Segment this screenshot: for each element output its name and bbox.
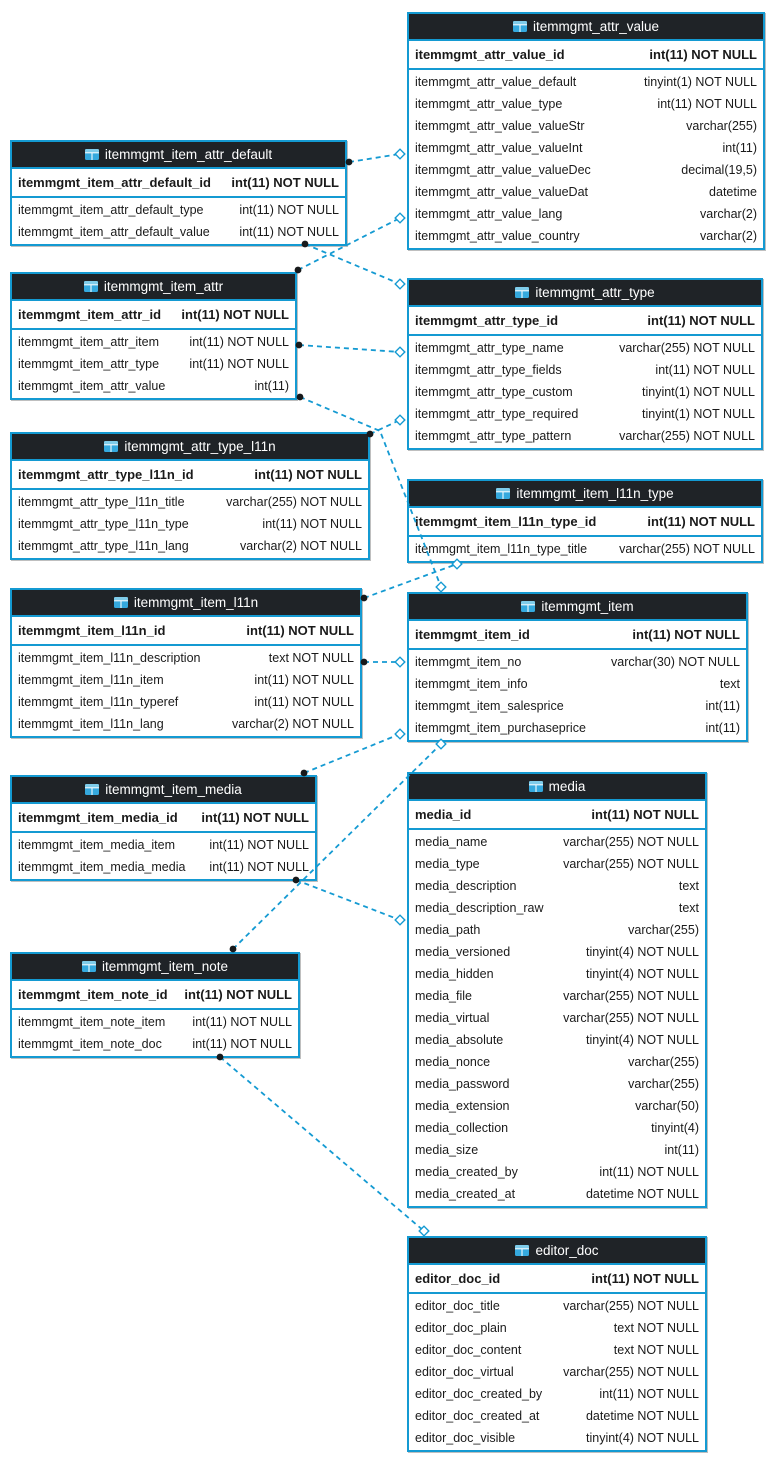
table-grid-icon xyxy=(82,961,96,972)
field-type: tinyint(4) NOT NULL xyxy=(586,1431,699,1445)
table-title: itemmgmt_item_l11n xyxy=(133,595,259,610)
field-row xyxy=(409,853,705,875)
field-list xyxy=(12,490,368,558)
table-icon xyxy=(521,601,535,612)
primary-key-row xyxy=(12,301,295,330)
primary-key-type: int(11) NOT NULL xyxy=(591,1271,699,1286)
field-type: tinyint(4) NOT NULL xyxy=(586,945,699,959)
primary-key-name: itemmgmt_attr_type_l11n_id xyxy=(18,467,194,482)
field-row xyxy=(409,1295,705,1317)
field-row xyxy=(409,115,763,137)
field-name: itemmgmt_attr_value_lang xyxy=(415,207,563,221)
table-itemmgmt_attr_type[interactable] xyxy=(407,278,763,450)
relationship-itemmgmt_item_media_item-to-itemmgmt_item[interactable] xyxy=(304,734,400,773)
field-type: text NOT NULL xyxy=(613,1321,699,1335)
field-row xyxy=(409,1427,705,1449)
field-list xyxy=(12,330,295,398)
field-row xyxy=(409,1029,705,1051)
field-row xyxy=(409,1095,705,1117)
field-name: itemmgmt_item_attr_item xyxy=(18,335,160,349)
field-row xyxy=(409,1139,705,1161)
field-name: itemmgmt_item_salesprice xyxy=(415,699,564,713)
field-list xyxy=(12,646,360,736)
field-name: itemmgmt_attr_type_custom xyxy=(415,385,573,399)
field-type: varchar(255) NOT NULL xyxy=(563,1011,699,1025)
primary-key-row xyxy=(12,981,298,1010)
field-row xyxy=(409,203,763,225)
field-type: int(11) NOT NULL xyxy=(192,1037,292,1051)
table-icon xyxy=(496,488,510,499)
field-row xyxy=(12,647,360,669)
field-type: int(11) NOT NULL xyxy=(254,695,354,709)
table-header[interactable] xyxy=(409,774,705,801)
field-row xyxy=(409,425,761,447)
table-grid-icon xyxy=(529,781,543,792)
table-grid-icon xyxy=(515,287,529,298)
table-title: itemmgmt_item_note xyxy=(101,959,229,974)
table-grid-icon xyxy=(84,281,98,292)
primary-key-type: int(11) NOT NULL xyxy=(647,313,755,328)
field-type: varchar(2) NOT NULL xyxy=(239,539,362,553)
field-name: itemmgmt_item_l11n_type_title xyxy=(415,542,588,556)
primary-key-name: itemmgmt_item_l11n_type_id xyxy=(415,514,597,529)
field-row xyxy=(409,919,705,941)
table-grid-icon xyxy=(85,149,99,160)
field-type: int(11) xyxy=(705,699,740,713)
field-row xyxy=(409,963,705,985)
table-header[interactable] xyxy=(12,434,368,461)
field-type: varchar(255) xyxy=(628,1077,699,1091)
table-icon xyxy=(513,21,527,32)
field-type: datetime NOT NULL xyxy=(585,1187,699,1201)
field-row xyxy=(409,181,763,203)
field-row xyxy=(409,1161,705,1183)
field-name: editor_doc_created_at xyxy=(415,1409,540,1423)
field-name: itemmgmt_attr_type_name xyxy=(415,341,564,355)
field-type: text xyxy=(719,677,740,691)
field-row xyxy=(12,834,315,856)
table-title: itemmgmt_attr_type_l11n xyxy=(124,439,276,454)
field-row xyxy=(409,71,763,93)
field-list xyxy=(409,830,705,1206)
table-grid-icon xyxy=(114,597,128,608)
field-name: media_password xyxy=(415,1077,510,1091)
field-name: itemmgmt_attr_value_type xyxy=(415,97,563,111)
field-row xyxy=(409,1073,705,1095)
field-type: decimal(19,5) xyxy=(681,163,757,177)
relationship-diamond xyxy=(395,415,405,425)
table-icon xyxy=(85,784,99,795)
field-list xyxy=(409,70,763,248)
field-name: itemmgmt_item_media_item xyxy=(18,838,175,852)
field-type: int(11) NOT NULL xyxy=(189,335,289,349)
table-icon xyxy=(104,441,118,452)
table-icon xyxy=(85,149,99,160)
field-name: itemmgmt_item_attr_value xyxy=(18,379,166,393)
table-itemmgmt_item_attr[interactable] xyxy=(10,272,297,400)
table-itemmgmt_item_note[interactable] xyxy=(10,952,300,1058)
field-name: media_path xyxy=(415,923,481,937)
field-row xyxy=(12,199,345,221)
field-type: varchar(255) NOT NULL xyxy=(619,542,755,556)
field-type: varchar(255) NOT NULL xyxy=(563,1299,699,1313)
field-name: itemmgmt_item_note_item xyxy=(18,1015,166,1029)
field-type: varchar(255) NOT NULL xyxy=(563,1365,699,1379)
primary-key-type: int(11) NOT NULL xyxy=(231,175,339,190)
field-list xyxy=(409,537,761,561)
field-row xyxy=(409,1317,705,1339)
field-row xyxy=(409,875,705,897)
table-grid-icon xyxy=(513,21,527,32)
field-name: itemmgmt_attr_value_valueStr xyxy=(415,119,585,133)
field-row xyxy=(409,225,763,247)
field-type: datetime xyxy=(709,185,757,199)
field-name: itemmgmt_attr_value_valueDec xyxy=(415,163,591,177)
field-type: varchar(255) NOT NULL xyxy=(563,857,699,871)
field-row xyxy=(409,941,705,963)
field-name: media_type xyxy=(415,857,480,871)
field-row xyxy=(12,1011,298,1033)
table-header[interactable] xyxy=(12,274,295,301)
table-icon xyxy=(515,1245,529,1256)
field-type: int(11) xyxy=(705,721,740,735)
field-type: text NOT NULL xyxy=(268,651,354,665)
field-type: int(11) NOT NULL xyxy=(189,357,289,371)
field-row xyxy=(409,651,746,673)
field-name: media_hidden xyxy=(415,967,494,981)
table-header[interactable] xyxy=(12,954,298,981)
relationship-itemmgmt_attr_type_l11n_type-to-itemmgmt_attr_type[interactable] xyxy=(370,420,400,434)
table-title: media xyxy=(548,779,586,794)
field-name: itemmgmt_attr_type_l11n_type xyxy=(18,517,189,531)
table-itemmgmt_item_l11n[interactable] xyxy=(10,588,362,738)
field-type: text NOT NULL xyxy=(613,1343,699,1357)
primary-key-row xyxy=(409,621,746,650)
field-row xyxy=(409,359,761,381)
field-type: datetime NOT NULL xyxy=(585,1409,699,1423)
field-name: itemmgmt_attr_value_default xyxy=(415,75,577,89)
primary-key-row xyxy=(409,801,705,830)
field-row xyxy=(409,137,763,159)
field-type: int(11) NOT NULL xyxy=(599,1387,699,1401)
field-name: editor_doc_plain xyxy=(415,1321,507,1335)
field-row xyxy=(409,1361,705,1383)
field-type: int(11) NOT NULL xyxy=(599,1165,699,1179)
field-type: int(11) NOT NULL xyxy=(239,225,339,239)
table-icon xyxy=(529,781,543,792)
table-header[interactable] xyxy=(12,590,360,617)
field-row xyxy=(409,1007,705,1029)
field-row xyxy=(409,1339,705,1361)
table-title: itemmgmt_item_l11n_type xyxy=(516,486,674,501)
field-type: int(11) xyxy=(722,141,757,155)
field-type: int(11) NOT NULL xyxy=(262,517,362,531)
table-grid-icon xyxy=(496,488,510,499)
field-type: varchar(255) NOT NULL xyxy=(619,429,755,443)
field-type: int(11) NOT NULL xyxy=(254,673,354,687)
field-type: int(11) NOT NULL xyxy=(192,1015,292,1029)
field-name: media_name xyxy=(415,835,488,849)
primary-key-type: int(11) NOT NULL xyxy=(246,623,354,638)
table-icon xyxy=(515,287,529,298)
field-name: itemmgmt_item_l11n_description xyxy=(18,651,201,665)
field-row xyxy=(409,403,761,425)
table-grid-icon xyxy=(515,1245,529,1256)
field-name: itemmgmt_attr_type_l11n_title xyxy=(18,495,185,509)
field-name: itemmgmt_item_attr_default_type xyxy=(18,203,204,217)
field-name: media_virtual xyxy=(415,1011,490,1025)
field-name: editor_doc_visible xyxy=(415,1431,516,1445)
primary-key-name: itemmgmt_item_media_id xyxy=(18,810,178,825)
field-name: itemmgmt_attr_type_fields xyxy=(415,363,562,377)
primary-key-type: int(11) NOT NULL xyxy=(254,467,362,482)
primary-key-type: int(11) NOT NULL xyxy=(649,47,757,62)
field-type: tinyint(4) NOT NULL xyxy=(586,1033,699,1047)
field-list xyxy=(12,198,345,244)
primary-key-name: itemmgmt_item_id xyxy=(415,627,530,642)
field-row xyxy=(409,538,761,560)
field-list xyxy=(12,833,315,879)
field-type: int(11) xyxy=(254,379,289,393)
primary-key-row xyxy=(12,617,360,646)
field-type: varchar(255) xyxy=(686,119,757,133)
field-row xyxy=(12,535,368,557)
relationship-itemmgmt_item_attr_default_value-to-itemmgmt_attr_value[interactable] xyxy=(349,154,400,162)
table-header[interactable] xyxy=(409,280,761,307)
relationship-itemmgmt_item_note_doc-to-editor_doc[interactable] xyxy=(220,1057,424,1231)
field-row xyxy=(409,673,746,695)
field-row xyxy=(12,713,360,735)
table-title: itemmgmt_attr_value xyxy=(532,19,660,34)
field-row xyxy=(12,221,345,243)
field-name: editor_doc_content xyxy=(415,1343,522,1357)
field-name: media_description xyxy=(415,879,517,893)
field-type: tinyint(4) NOT NULL xyxy=(586,967,699,981)
table-itemmgmt_item_media[interactable] xyxy=(10,775,317,881)
table-title: itemmgmt_item_attr_default xyxy=(104,147,273,162)
primary-key-name: itemmgmt_item_l11n_id xyxy=(18,623,166,638)
field-row xyxy=(409,831,705,853)
field-name: itemmgmt_item_attr_type xyxy=(18,357,160,371)
field-row xyxy=(409,159,763,181)
relationship-diamond xyxy=(395,657,405,667)
table-icon xyxy=(82,961,96,972)
table-header[interactable] xyxy=(409,1238,705,1265)
table-icon xyxy=(114,597,128,608)
field-type: tinyint(1) NOT NULL xyxy=(642,407,755,421)
field-type: tinyint(1) NOT NULL xyxy=(642,385,755,399)
primary-key-row xyxy=(12,169,345,198)
relationship-itemmgmt_item_attr_type-to-itemmgmt_attr_type[interactable] xyxy=(299,345,400,352)
table-header[interactable] xyxy=(12,777,315,804)
field-row xyxy=(409,695,746,717)
field-row xyxy=(12,1033,298,1055)
table-grid-icon xyxy=(104,441,118,452)
table-itemmgmt_attr_value[interactable] xyxy=(407,12,765,250)
field-type: int(11) NOT NULL xyxy=(655,363,755,377)
field-row xyxy=(409,1117,705,1139)
field-name: itemmgmt_item_purchaseprice xyxy=(415,721,586,735)
primary-key-row xyxy=(409,41,763,70)
field-name: media_file xyxy=(415,989,472,1003)
table-title: itemmgmt_item xyxy=(541,599,634,614)
primary-key-type: int(11) NOT NULL xyxy=(184,987,292,1002)
field-list xyxy=(409,650,746,740)
table-title: editor_doc xyxy=(535,1243,599,1258)
field-type: tinyint(4) xyxy=(651,1121,699,1135)
field-name: itemmgmt_attr_value_valueDat xyxy=(415,185,588,199)
table-itemmgmt_item_attr_default[interactable] xyxy=(10,140,347,246)
primary-key-row xyxy=(12,804,315,833)
field-name: media_nonce xyxy=(415,1055,491,1069)
field-type: int(11) NOT NULL xyxy=(209,860,309,874)
field-name: itemmgmt_item_note_doc xyxy=(18,1037,162,1051)
field-row xyxy=(12,375,295,397)
field-name: editor_doc_title xyxy=(415,1299,500,1313)
field-row xyxy=(409,1183,705,1205)
table-itemmgmt_attr_type_l11n[interactable] xyxy=(10,432,370,560)
field-type: int(11) NOT NULL xyxy=(209,838,309,852)
table-title: itemmgmt_item_media xyxy=(105,782,242,797)
field-type: int(11) xyxy=(664,1143,699,1157)
field-type: varchar(255) NOT NULL xyxy=(563,835,699,849)
relationship-itemmgmt_item_media_media-to-media[interactable] xyxy=(296,880,400,920)
field-row xyxy=(409,381,761,403)
table-title: itemmgmt_attr_type xyxy=(535,285,655,300)
field-name: media_size xyxy=(415,1143,479,1157)
table-grid-icon xyxy=(521,601,535,612)
table-editor_doc[interactable] xyxy=(407,1236,707,1452)
primary-key-name: itemmgmt_attr_type_id xyxy=(415,313,559,328)
primary-key-name: editor_doc_id xyxy=(415,1271,501,1286)
field-name: itemmgmt_item_no xyxy=(415,655,522,669)
field-row xyxy=(12,669,360,691)
table-header[interactable] xyxy=(12,142,345,169)
field-type: varchar(2) xyxy=(700,229,757,243)
primary-key-type: int(11) NOT NULL xyxy=(632,627,740,642)
primary-key-row xyxy=(409,307,761,336)
field-type: varchar(50) xyxy=(635,1099,699,1113)
field-name: itemmgmt_item_l11n_typeref xyxy=(18,695,179,709)
table-icon xyxy=(84,281,98,292)
primary-key-type: int(11) NOT NULL xyxy=(591,807,699,822)
field-name: media_created_at xyxy=(415,1187,516,1201)
field-name: media_extension xyxy=(415,1099,510,1113)
field-name: editor_doc_created_by xyxy=(415,1387,543,1401)
field-name: itemmgmt_item_l11n_item xyxy=(18,673,164,687)
field-name: media_versioned xyxy=(415,945,511,959)
field-name: media_description_raw xyxy=(415,901,544,915)
field-type: varchar(30) NOT NULL xyxy=(611,655,740,669)
primary-key-type: int(11) NOT NULL xyxy=(181,307,289,322)
field-type: varchar(2) NOT NULL xyxy=(231,717,354,731)
primary-key-name: itemmgmt_attr_value_id xyxy=(415,47,565,62)
field-list xyxy=(409,1294,705,1450)
table-itemmgmt_item[interactable] xyxy=(407,592,748,742)
field-row xyxy=(12,513,368,535)
field-type: text xyxy=(678,901,699,915)
field-row xyxy=(409,93,763,115)
field-name: itemmgmt_attr_type_required xyxy=(415,407,579,421)
field-name: media_absolute xyxy=(415,1033,504,1047)
primary-key-name: itemmgmt_item_attr_id xyxy=(18,307,162,322)
field-row xyxy=(409,1405,705,1427)
field-type: varchar(255) NOT NULL xyxy=(226,495,362,509)
field-type: varchar(2) xyxy=(700,207,757,221)
primary-key-name: itemmgmt_item_note_id xyxy=(18,987,168,1002)
table-grid-icon xyxy=(85,784,99,795)
field-row xyxy=(409,1383,705,1405)
field-type: varchar(255) NOT NULL xyxy=(619,341,755,355)
table-media[interactable] xyxy=(407,772,707,1208)
field-row xyxy=(12,856,315,878)
relationship-diamond xyxy=(395,213,405,223)
relationship-itemmgmt_item_attr_default_type-to-itemmgmt_attr_type[interactable] xyxy=(305,244,400,284)
field-row xyxy=(409,897,705,919)
field-type: text xyxy=(678,879,699,893)
primary-key-row xyxy=(409,1265,705,1294)
table-title: itemmgmt_item_attr xyxy=(103,279,224,294)
field-row xyxy=(12,353,295,375)
field-row xyxy=(409,337,761,359)
field-row xyxy=(409,985,705,1007)
field-name: itemmgmt_item_l11n_lang xyxy=(18,717,164,731)
field-name: media_collection xyxy=(415,1121,509,1135)
field-row xyxy=(12,691,360,713)
field-name: itemmgmt_attr_type_pattern xyxy=(415,429,572,443)
primary-key-type: int(11) NOT NULL xyxy=(647,514,755,529)
primary-key-name: itemmgmt_item_attr_default_id xyxy=(18,175,211,190)
field-type: varchar(255) xyxy=(628,923,699,937)
field-type: varchar(255) xyxy=(628,1055,699,1069)
field-row xyxy=(12,491,368,513)
table-header[interactable] xyxy=(409,14,763,41)
primary-key-row xyxy=(12,461,368,490)
field-row xyxy=(409,717,746,739)
field-list xyxy=(409,336,761,448)
field-type: tinyint(1) NOT NULL xyxy=(644,75,757,89)
field-row xyxy=(409,1051,705,1073)
field-name: itemmgmt_attr_value_valueInt xyxy=(415,141,583,155)
field-name: itemmgmt_item_attr_default_value xyxy=(18,225,210,239)
primary-key-row xyxy=(409,508,761,537)
field-type: int(11) NOT NULL xyxy=(657,97,757,111)
field-name: media_created_by xyxy=(415,1165,518,1179)
relationship-diamond xyxy=(436,582,446,592)
field-row xyxy=(12,331,295,353)
field-list xyxy=(12,1010,298,1056)
field-name: itemmgmt_attr_type_l11n_lang xyxy=(18,539,189,553)
field-name: itemmgmt_item_info xyxy=(415,677,528,691)
field-name: itemmgmt_item_media_media xyxy=(18,860,186,874)
field-type: int(11) NOT NULL xyxy=(239,203,339,217)
relationship-diamond xyxy=(395,729,405,739)
field-name: editor_doc_virtual xyxy=(415,1365,514,1379)
field-type: varchar(255) NOT NULL xyxy=(563,989,699,1003)
table-itemmgmt_item_l11n_type[interactable] xyxy=(407,479,763,563)
table-header[interactable] xyxy=(409,481,761,508)
table-header[interactable] xyxy=(409,594,746,621)
field-name: itemmgmt_attr_value_country xyxy=(415,229,580,243)
relationship-diamond xyxy=(395,915,405,925)
primary-key-name: media_id xyxy=(415,807,472,822)
primary-key-type: int(11) NOT NULL xyxy=(201,810,309,825)
